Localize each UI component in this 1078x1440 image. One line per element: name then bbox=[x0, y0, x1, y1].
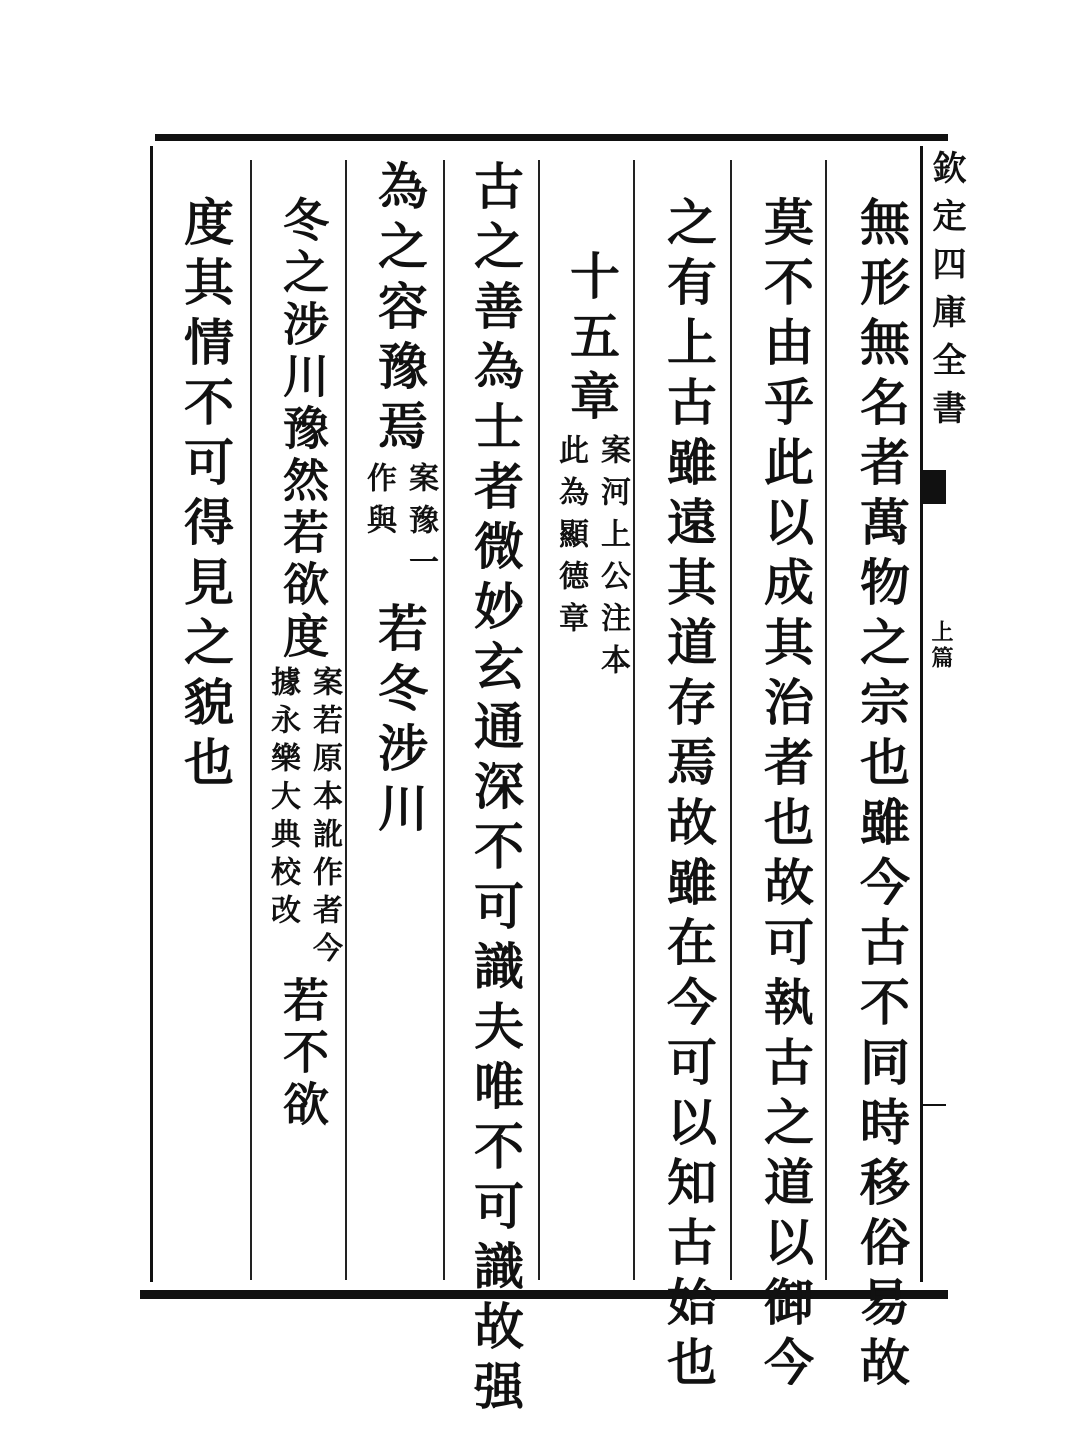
column-divider bbox=[250, 160, 252, 1280]
annotation-right: 案豫一 bbox=[403, 462, 438, 588]
left-border bbox=[150, 146, 153, 1282]
section-label: 上篇 bbox=[928, 620, 954, 672]
text-column bbox=[742, 196, 828, 1396]
text-column bbox=[160, 196, 250, 796]
chapter-heading: 十五章 bbox=[562, 250, 621, 430]
text-column bbox=[352, 160, 446, 842]
annotation-left: 作與 bbox=[361, 462, 396, 546]
main-text: 莫不由乎此以成其治者也故可執古之道以御今 bbox=[756, 196, 815, 1396]
main-text: 冬之涉川豫然若欲度 bbox=[276, 196, 330, 664]
book-title: 欽定四庫全書 bbox=[926, 150, 966, 438]
top-border bbox=[155, 134, 948, 141]
main-text: 若不欲 bbox=[276, 976, 330, 1132]
annotation-left: 據永樂大典校改 bbox=[265, 666, 300, 932]
annotation-right: 案若原本訛作者今 bbox=[307, 666, 342, 970]
main-text: 若冬涉川 bbox=[370, 602, 429, 842]
text-column bbox=[645, 196, 731, 1396]
margin-tick bbox=[921, 1104, 946, 1106]
main-text: 度其情不可得見之貌也 bbox=[176, 196, 235, 796]
annotation-left: 此為顯德章 bbox=[553, 434, 588, 644]
main-text: 無形無名者萬物之宗也雖今古不同時移俗易故 bbox=[852, 196, 911, 1396]
text-column bbox=[548, 250, 634, 686]
text-column bbox=[838, 196, 924, 1396]
main-text: 為之容豫焉 bbox=[370, 160, 429, 460]
text-column bbox=[258, 196, 348, 1132]
fishtail-mark bbox=[922, 470, 946, 504]
text-column bbox=[452, 160, 538, 1420]
annotation bbox=[266, 666, 340, 970]
annotation bbox=[554, 434, 628, 686]
column-divider bbox=[538, 160, 540, 1280]
annotation-right: 案河上公注本 bbox=[595, 434, 630, 686]
main-text: 古之善為士者微妙玄通深不可識夫唯不可識故强 bbox=[466, 160, 525, 1420]
main-text: 之有上古雖遠其道存焉故雖在今可以知古始也 bbox=[659, 196, 718, 1396]
annotation bbox=[362, 462, 436, 588]
